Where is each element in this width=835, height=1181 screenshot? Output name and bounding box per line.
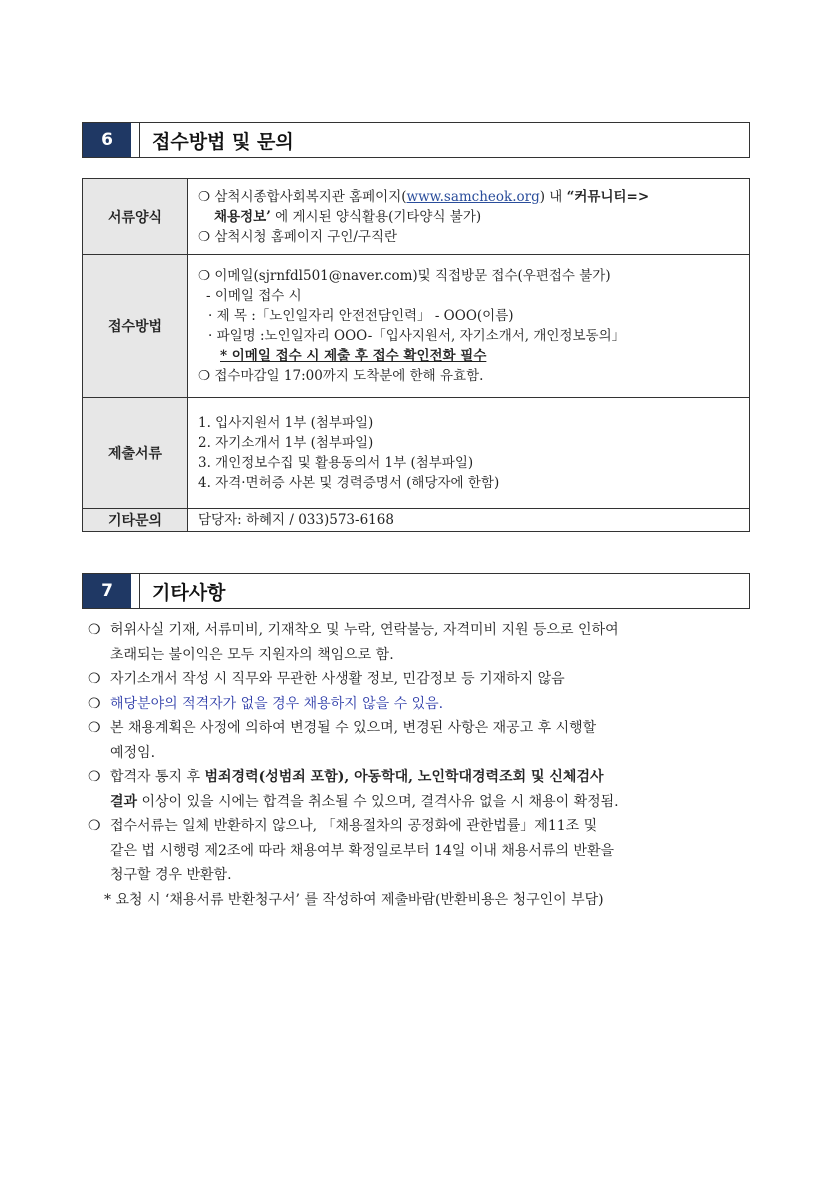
section-header-7: [82, 573, 750, 609]
section-divider: [131, 574, 140, 608]
list-item: [88, 814, 758, 888]
list-item: [88, 716, 758, 765]
row-label: 제출서류: [83, 398, 188, 509]
content-line: [198, 207, 741, 227]
text: 범죄경력(성범죄 포함), 아동학대, 노인학대경력조회 및 신체검사: [204, 769, 604, 785]
section-title: 기타사항: [152, 581, 226, 604]
text: 허위사실 기재, 서류미비, 기재착오 및 누락, 연락불능, 자격미비 지원 등으로 인하여: [110, 622, 619, 638]
text: 청구할 경우 반환함.: [110, 867, 232, 883]
bullet-icon: ❍: [88, 720, 101, 736]
text: 같은 법 시행령 제2조에 따라 채용여부 확정일로부터 14일 이내 채용서류의 반환을: [110, 842, 614, 859]
text: * 요청 시 ‘채용서류 반환청구서’ 를 작성하여 제출바람(반환비용은 청구인이 부담): [104, 891, 604, 908]
bullet-icon: ❍: [88, 622, 101, 638]
row-label: 서류양식: [83, 179, 188, 255]
website-link[interactable]: www.samcheok.org: [406, 188, 540, 205]
row-content: [188, 509, 750, 532]
content-line: - 이메일 접수 시: [206, 288, 302, 304]
list-item: [88, 618, 758, 667]
content-line: · 제 목 :「노인일자리 안전전담인력」 - OOO(이름): [208, 308, 514, 324]
text: 합격자 통지 후: [110, 769, 205, 785]
list-item: [88, 692, 758, 717]
text: 본 채용계획은 사정에 의하여 변경될 수 있으며, 변경된 사항은 재공고 후 시행할: [110, 720, 597, 736]
section-header-6: [82, 122, 750, 158]
text: 이상이 있을 시에는 합격을 취소될 수 있으며, 결격사유 없을 시 채용이 확정됨.: [137, 793, 619, 810]
content-line: * 이메일 접수 시 제출 후 접수 확인전화 필수: [220, 348, 487, 364]
content-line: ❍ 이메일(sjrnfdl501@naver.com)및 직접방문 접수(우편접수 불가): [198, 268, 611, 284]
row-label: 기타문의: [83, 509, 188, 532]
section-number: 6: [83, 123, 131, 157]
footnote: [88, 888, 758, 913]
text: 예정임.: [110, 744, 156, 761]
text: ❍ 삼척시종합사회복지관 홈페이지(: [198, 188, 407, 205]
content-line: 4. 자격·면허증 사본 및 경력증명서 (해당자에 한함): [198, 475, 500, 491]
content-line: · 파일명 :노인일자리 OOO-「입사지원서, 자기소개서, 개인정보동의」: [208, 328, 626, 344]
section-divider: [131, 123, 140, 157]
list-item: [88, 765, 758, 814]
content-line: 2. 자기소개서 1부 (첨부파일): [198, 435, 374, 451]
section-title: 접수방법 및 문의: [152, 130, 294, 153]
bullet-icon: ❍: [88, 818, 101, 834]
content-line: 3. 개인정보수집 및 활용동의서 1부 (첨부파일): [198, 455, 474, 471]
text: 결과: [110, 793, 138, 810]
text: 자기소개서 작성 시 직무와 무관한 사생활 정보, 민감정보 등 기재하지 않음: [110, 671, 565, 687]
bullet-icon: ❍: [88, 695, 101, 712]
list-item: [88, 667, 758, 692]
bullet-icon: ❍: [88, 769, 101, 785]
row-label: 접수방법: [83, 255, 188, 398]
table-row: [83, 255, 750, 398]
text: “커뮤니티=>: [566, 188, 650, 205]
table-row: [83, 179, 750, 255]
text: 채용정보’: [214, 208, 271, 225]
content-line: 1. 입사지원서 1부 (첨부파일): [198, 415, 374, 431]
text: ) 내: [539, 188, 567, 205]
section-number: 7: [83, 574, 131, 608]
row-content: [188, 255, 750, 398]
application-info-table: [82, 178, 750, 532]
content-line: 담당자: 하혜지 / 033)573-6168: [198, 512, 394, 528]
bullet-icon: ❍: [88, 671, 101, 687]
text-line: [110, 765, 758, 790]
text: 에 게시된 양식활용(기타양식 불가): [270, 208, 482, 225]
content-line: ❍ 접수마감일 17:00까지 도착분에 한해 유효함.: [198, 368, 484, 384]
content-line: ❍ 삼척시청 홈페이지 구인/구직란: [198, 228, 398, 245]
notes-list: [88, 618, 758, 912]
table-row: [83, 398, 750, 509]
row-content: [188, 179, 750, 255]
content-line: [198, 187, 741, 207]
text: 접수서류는 일체 반환하지 않으나, 「채용절차의 공정화에 관한법률」제11조 및: [110, 818, 598, 834]
text: 해당분야의 적격자가 없을 경우 채용하지 않을 수 있음.: [110, 695, 444, 712]
text: 초래되는 불이익은 모두 지원자의 책임으로 함.: [110, 646, 394, 663]
table-row: [83, 509, 750, 532]
row-content: [188, 398, 750, 509]
text-line: [110, 790, 758, 815]
